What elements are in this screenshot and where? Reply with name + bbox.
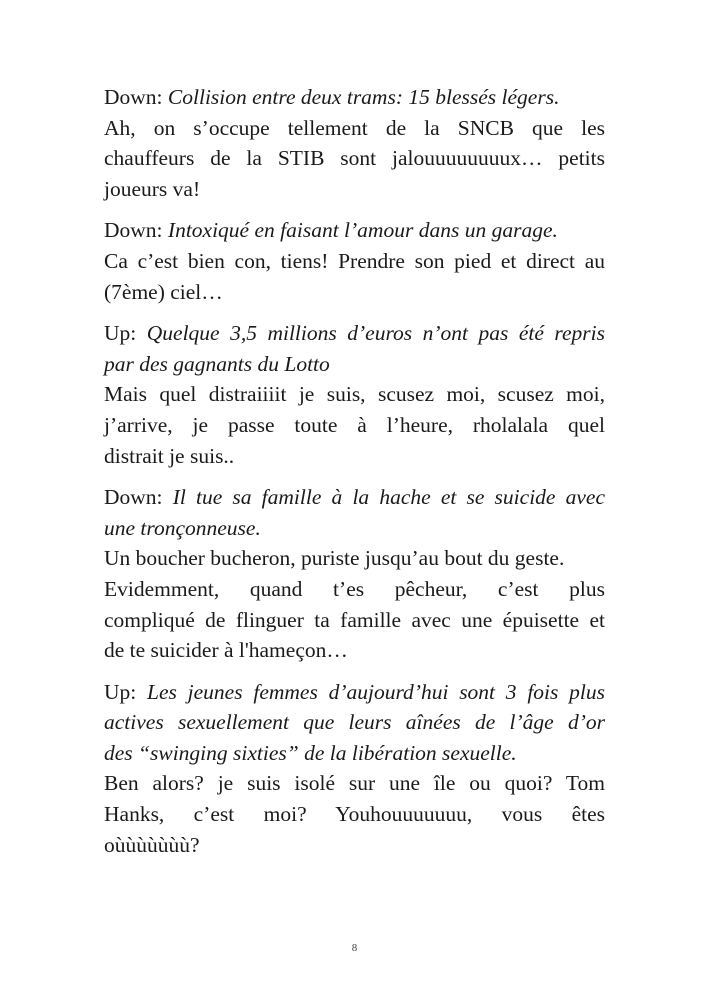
comment-line: Evidemment, quand t’es pêcheur, c’est plus [104, 576, 605, 601]
comment-line: de te suicider à l'hameçon… [104, 638, 348, 663]
comment-line: j’arrive, je passe toute à l’heure, rholalala quel [104, 412, 605, 437]
headline-text: Les jeunes femmes d’aujourd’hui sont 3 fois plus [136, 679, 605, 704]
comment-line: Hanks, c’est moi? Youhouuuuuuu, vous êtes [104, 802, 605, 827]
entry-3 [104, 318, 605, 471]
comment-line: oùùùùùùù? [104, 832, 200, 857]
page-number: 8 [351, 942, 358, 954]
entry-5 [104, 677, 605, 861]
comment-line: Ah, on s’occupe tellement de la SNCB que les [104, 115, 605, 140]
page-body [104, 82, 605, 871]
headline-line: par des gagnants du Lotto [104, 351, 330, 376]
headline-line [104, 677, 605, 708]
headline-line [104, 215, 605, 246]
comment-line: joueurs va! [104, 176, 201, 201]
entry-tag: Up: [104, 321, 137, 346]
comment-line: Un boucher bucheron, puriste jusqu’au bout du geste. [104, 546, 565, 571]
entry-4 [104, 482, 605, 666]
comment-line: Mais quel distraiiiit je suis, scusez moi, scusez moi, [104, 382, 605, 407]
headline-line [104, 318, 605, 349]
comment-line: (7ème) ciel… [104, 279, 223, 304]
comment-line: compliqué de flinguer ta famille avec une épuisette et [104, 607, 605, 632]
entry-tag: Down: [104, 85, 163, 109]
entry-tag: Down: [104, 218, 163, 243]
headline-line: actives sexuellement que leurs aînées de l’âge d’or [104, 710, 605, 735]
comment-line: distrait je suis.. [104, 443, 235, 468]
entry-tag: Up: [104, 679, 137, 704]
comment-line: Ben alors? je suis isolé sur une île ou quoi? Tom [104, 771, 605, 796]
entry-2 [104, 215, 605, 307]
headline-text: Collision entre deux trams: 15 blessés légers. [162, 85, 560, 109]
headline-text: Il tue sa famille à la hache et se suicide avec [162, 485, 605, 510]
entry-tag: Down: [104, 485, 163, 510]
headline-line [104, 482, 605, 513]
headline-line [104, 82, 605, 113]
headline-text: Quelque 3,5 millions d’euros n’ont pas été repris [136, 321, 605, 346]
comment-line: chauffeurs de la STIB sont jalouuuuuuuux… petits [104, 146, 605, 171]
headline-line: une tronçonneuse. [104, 515, 261, 540]
headline-text: Intoxiqué en faisant l’amour dans un garage. [162, 218, 558, 243]
entry-1 [104, 82, 605, 204]
headline-line: des “swinging sixties” de la libération sexuelle. [104, 740, 517, 765]
comment-line: Ca c’est bien con, tiens! Prendre son pied et direct au [104, 248, 605, 273]
